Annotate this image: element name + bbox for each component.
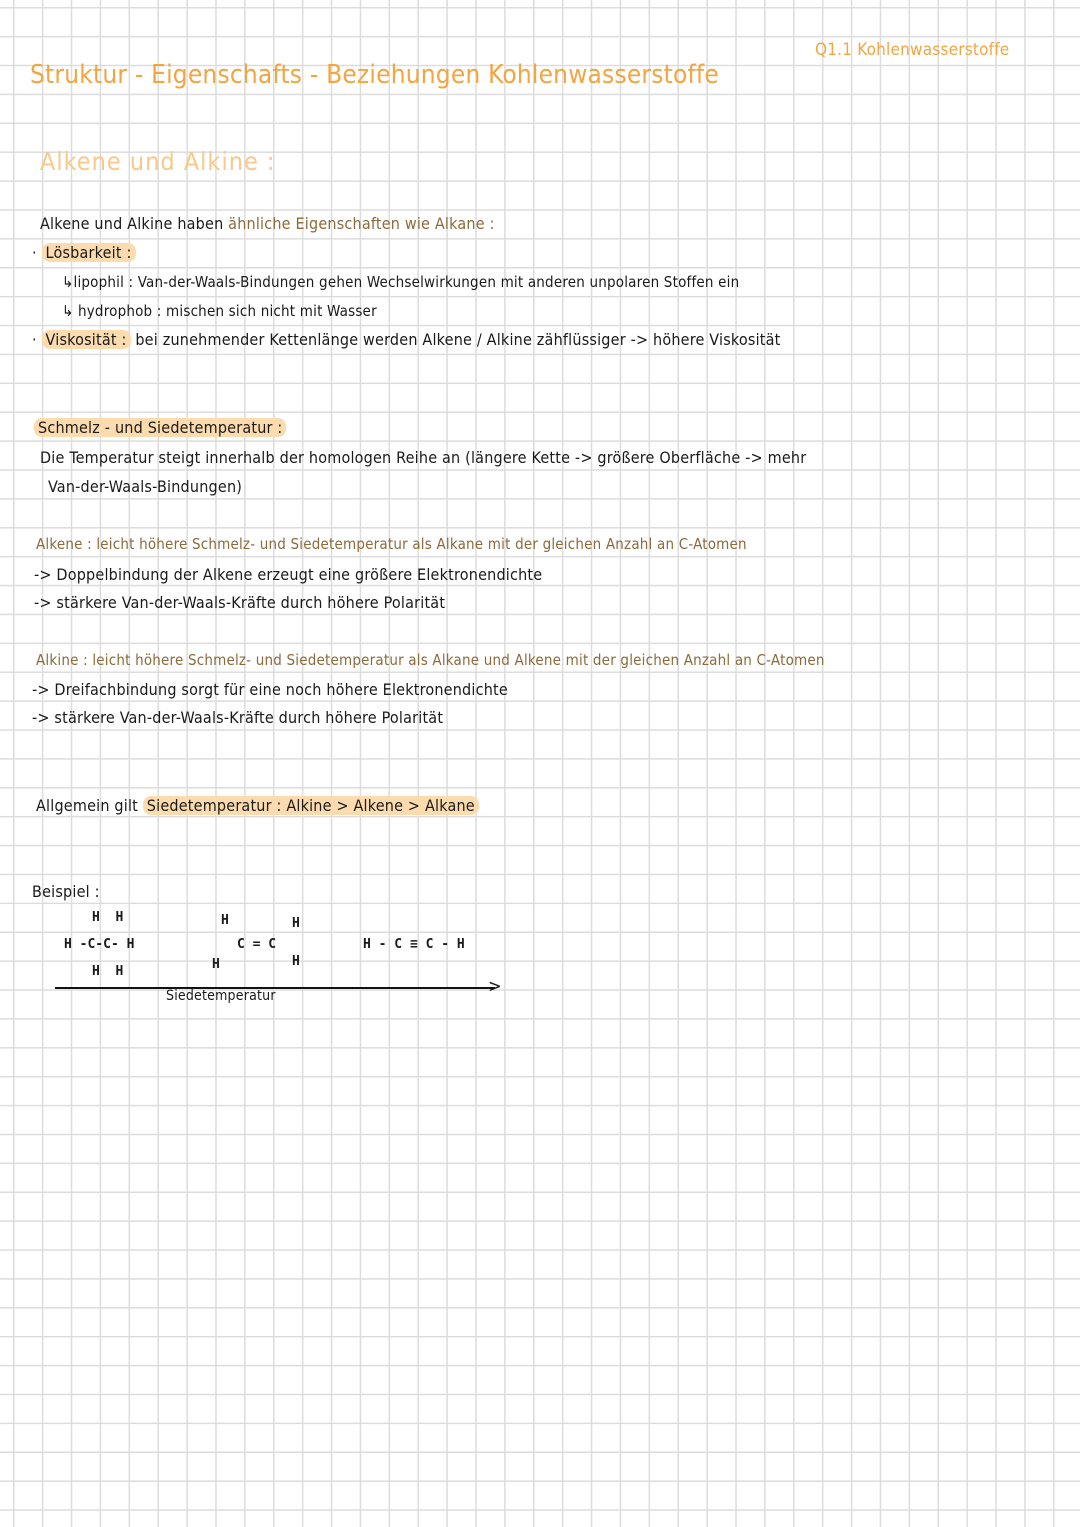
- ethene-h2: H: [292, 916, 300, 931]
- hydrophob-text: ↳ hydrophob : mischen sich nicht mit Wasser: [62, 302, 377, 320]
- viskositaet-label: Viskosität :: [42, 330, 131, 349]
- ethene-h4: H: [292, 954, 300, 969]
- axis-label: Siedetemperatur: [166, 988, 276, 1004]
- course-label: Q1.1 Kohlenwasserstoffe: [815, 40, 1010, 60]
- intro-highlight: ähnliche Eigenschaften wie Alkane :: [228, 214, 495, 233]
- page-title: Struktur - Eigenschafts - Beziehungen Kohlenwasserstoffe: [30, 60, 719, 90]
- alkene-point-1: -> Doppelbindung der Alkene erzeugt eine größere Elektronendichte: [34, 565, 543, 584]
- allgemein-lead: Allgemein gilt: [36, 796, 139, 815]
- allgemein-highlight: Siedetemperatur : Alkine > Alkene > Alkane: [143, 796, 479, 815]
- ethane-bottom-h: H H: [92, 964, 124, 979]
- schmelz-line2: Van-der-Waals-Bindungen): [48, 477, 243, 496]
- ethene-cc: C = C: [237, 937, 277, 952]
- schmelz-line1: Die Temperatur steigt innerhalb der homologen Reihe an (längere Kette -> größere Oberfläche -> mehr: [40, 448, 807, 467]
- section-heading: Alkene und Alkine :: [40, 147, 276, 176]
- intro-lead: Alkene und Alkine haben: [40, 214, 224, 233]
- loesbarkeit-label: Lösbarkeit :: [42, 243, 136, 262]
- axis-arrowhead-icon: >: [488, 976, 502, 997]
- alkine-point-2: -> stärkere Van-der-Waals-Kräfte durch höhere Polarität: [32, 708, 444, 727]
- viskositaet-line: · Viskosität : bei zunehmender Kettenlänge werden Alkene / Alkine zähflüssiger -> höhere Viskosität: [32, 330, 781, 349]
- beispiel-label: Beispiel :: [32, 882, 100, 901]
- alkene-point-2: -> stärkere Van-der-Waals-Kräfte durch höhere Polarität: [34, 593, 446, 612]
- ethene-h1: H: [221, 913, 229, 928]
- viskositaet-text: bei zunehmender Kettenlänge werden Alkene / Alkine zähflüssiger -> höhere Viskosität: [135, 330, 781, 349]
- alkine-point-1: -> Dreifachbindung sorgt für eine noch höhere Elektronendichte: [32, 680, 508, 699]
- schmelz-label: Schmelz - und Siedetemperatur :: [34, 418, 286, 437]
- ethane-chain: H -C-C- H: [64, 937, 135, 952]
- ethyne-formula: H - C ≡ C - H: [363, 937, 465, 952]
- alkine-head: Alkine : leicht höhere Schmelz- und Siedetemperatur als Alkane und Alkene mit der gleichen Anzahl an C-Atomen: [36, 651, 825, 669]
- allgemein-line: [36, 796, 479, 815]
- alkene-head: Alkene : leicht höhere Schmelz- und Siedetemperatur als Alkane mit der gleichen Anzahl an C-Atomen: [36, 535, 747, 553]
- ethene-h3: H: [212, 957, 220, 972]
- intro-line: [40, 214, 495, 233]
- lipophil-text: ↳lipophil : Van-der-Waals-Bindungen gehen Wechselwirkungen mit anderen unpolaren Stoffen ein: [62, 273, 740, 291]
- ethane-top-h: H H: [92, 910, 124, 925]
- loesbarkeit-bullet: · Lösbarkeit :: [32, 243, 136, 262]
